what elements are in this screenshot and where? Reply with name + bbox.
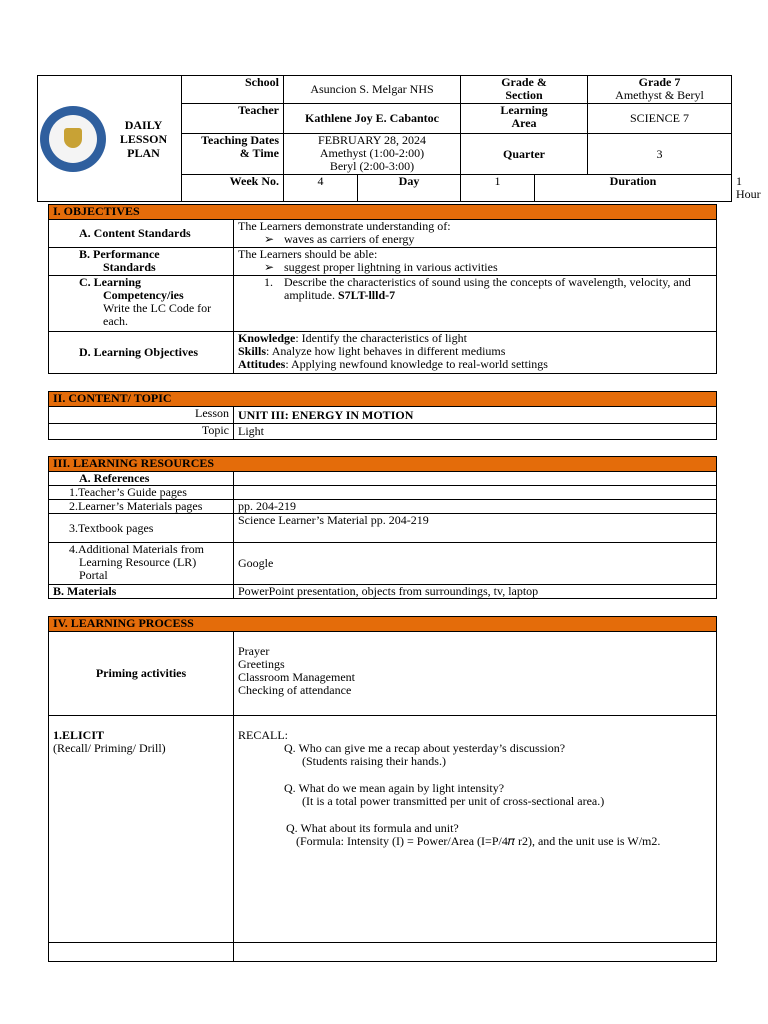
priming-value <box>234 632 717 716</box>
quarter-label: Quarter <box>461 134 588 175</box>
priming-item: Prayer <box>238 644 270 658</box>
grade-section-label: Grade & Section <box>461 76 588 104</box>
title-line: PLAN <box>127 145 160 160</box>
teachers-guide-label: 1.Teacher’s Guide pages <box>49 486 234 500</box>
lesson-label: Lesson <box>49 407 234 424</box>
process-heading: IV. LEARNING PROCESS <box>49 617 717 632</box>
answer: (It is a total power transmitted per unit of cross-sectional area.) <box>302 794 605 808</box>
content-heading: II. CONTENT/ TOPIC <box>49 392 717 407</box>
resources-table <box>48 456 717 599</box>
answer: (Students raising their hands.) <box>302 754 446 768</box>
materials-value: PowerPoint presentation, objects from surroundings, tv, laptop <box>234 585 717 599</box>
dates-label: Teaching Dates & Time <box>182 134 284 175</box>
process-table <box>48 616 717 962</box>
empty-cell <box>49 943 234 962</box>
title-line: LESSON <box>119 131 168 146</box>
answer: (Formula: Intensity (I) = Power/Area (I=P/4𝜋 r2), and the unit use is W/m2. <box>296 834 661 848</box>
title-line: DAILY <box>124 117 163 132</box>
priming-item: Greetings <box>238 657 285 671</box>
day-label: Day <box>358 175 461 202</box>
learning-area-label: Learning Area <box>461 104 588 134</box>
content-table <box>48 391 717 440</box>
question: Q. Who can give me a recap about yesterday’s discussion? <box>284 741 566 755</box>
day-value: 1 <box>461 175 535 202</box>
dates-value: FEBRUARY 28, 2024 Amethyst (1:00-2:00) Beryl (2:00-3:00) <box>284 134 461 175</box>
competency-label: C. Learning Competency/ies Write the LC Code for each. <box>49 276 234 332</box>
learners-materials-label: 2.Learner’s Materials pages <box>49 500 234 514</box>
performance-standards-value: The Learners should be able: ➢ suggest proper lightning in various activities <box>234 248 717 276</box>
priming-label: Priming activities <box>49 632 234 716</box>
arrow-bullet-icon: ➢ <box>264 260 275 274</box>
arrow-bullet-icon: ➢ <box>264 232 275 246</box>
learning-objectives-value: Knowledge: Identify the characteristics of light Skills: Analyze how light behaves in different mediums Attitudes: Applying newfound knowledge to real-world settings <box>234 332 717 374</box>
question: Q. What about its formula and unit? <box>286 821 459 835</box>
references-value <box>234 472 717 486</box>
priming-item: Classroom Management <box>238 670 355 684</box>
duration-label: Duration <box>535 175 732 202</box>
objectives-table <box>48 204 717 374</box>
textbook-value: Science Learner’s Material pp. 204-219 <box>234 514 717 543</box>
content-standards-label: A. Content Standards <box>49 220 234 248</box>
teacher-value: Kathlene Joy E. Cabantoc <box>284 104 461 134</box>
question: Q. What do we mean again by light intensity? <box>284 781 505 795</box>
grade-section-value: Grade 7 Amethyst & Beryl <box>588 76 732 104</box>
school-label: School <box>182 76 284 104</box>
quarter-value: 3 <box>588 134 732 175</box>
references-label: A. References <box>49 472 234 486</box>
teacher-label: Teacher <box>182 104 284 134</box>
elicit-value <box>234 716 717 943</box>
empty-cell <box>234 943 717 962</box>
school-value: Asuncion S. Melgar NHS <box>284 76 461 104</box>
performance-standards-label: B. Performance Standards <box>49 248 234 276</box>
priming-item: Checking of attendance <box>238 683 352 697</box>
elicit-label: 1.ELICIT (Recall/ Priming/ Drill) <box>49 716 234 943</box>
week-label: Week No. <box>182 175 284 202</box>
objectives-heading: I. OBJECTIVES <box>49 205 717 220</box>
textbook-label: 3.Textbook pages <box>49 514 234 543</box>
additional-materials-value: Google <box>234 543 717 585</box>
header-title-cell <box>38 76 182 202</box>
lesson-value: UNIT III: ENERGY IN MOTION <box>234 407 717 424</box>
content-standards-value: The Learners demonstrate understanding of: ➢ waves as carriers of energy <box>234 220 717 248</box>
deped-seal-icon <box>40 106 106 172</box>
teachers-guide-value <box>234 486 717 500</box>
resources-heading: III. LEARNING RESOURCES <box>49 457 717 472</box>
learners-materials-value: pp. 204-219 <box>234 500 717 514</box>
topic-label: Topic <box>49 424 234 440</box>
learning-objectives-label: D. Learning Objectives <box>49 332 234 374</box>
additional-materials-label: 4.Additional Materials from Learning Resource (LR) Portal <box>49 543 234 585</box>
header-table: DAILY LESSON PLAN School Asuncion S. Melgar NHS Grade & Section Grade 7 Amethyst & Beryl Teacher Kathlene Joy E. Cabantoc Learning Area SCIENCE 7 Teaching Dates & Time FEBRUARY 28, 2024 Amethyst (1:00-2:00) Beryl (2:00-3:00) Quarter 3 Week No. 4 Day 1 Duration 1 Hour <box>37 75 732 202</box>
week-value: 4 <box>284 175 358 202</box>
materials-label: B. Materials <box>49 585 234 599</box>
recall-label: RECALL: <box>238 728 288 742</box>
competency-value: 1. Describe the characteristics of sound using the concepts of wavelength, velocity, and amplitude. S7LT-llld-7 <box>234 276 717 332</box>
topic-value: Light <box>234 424 717 440</box>
learning-area-value: SCIENCE 7 <box>588 104 732 134</box>
